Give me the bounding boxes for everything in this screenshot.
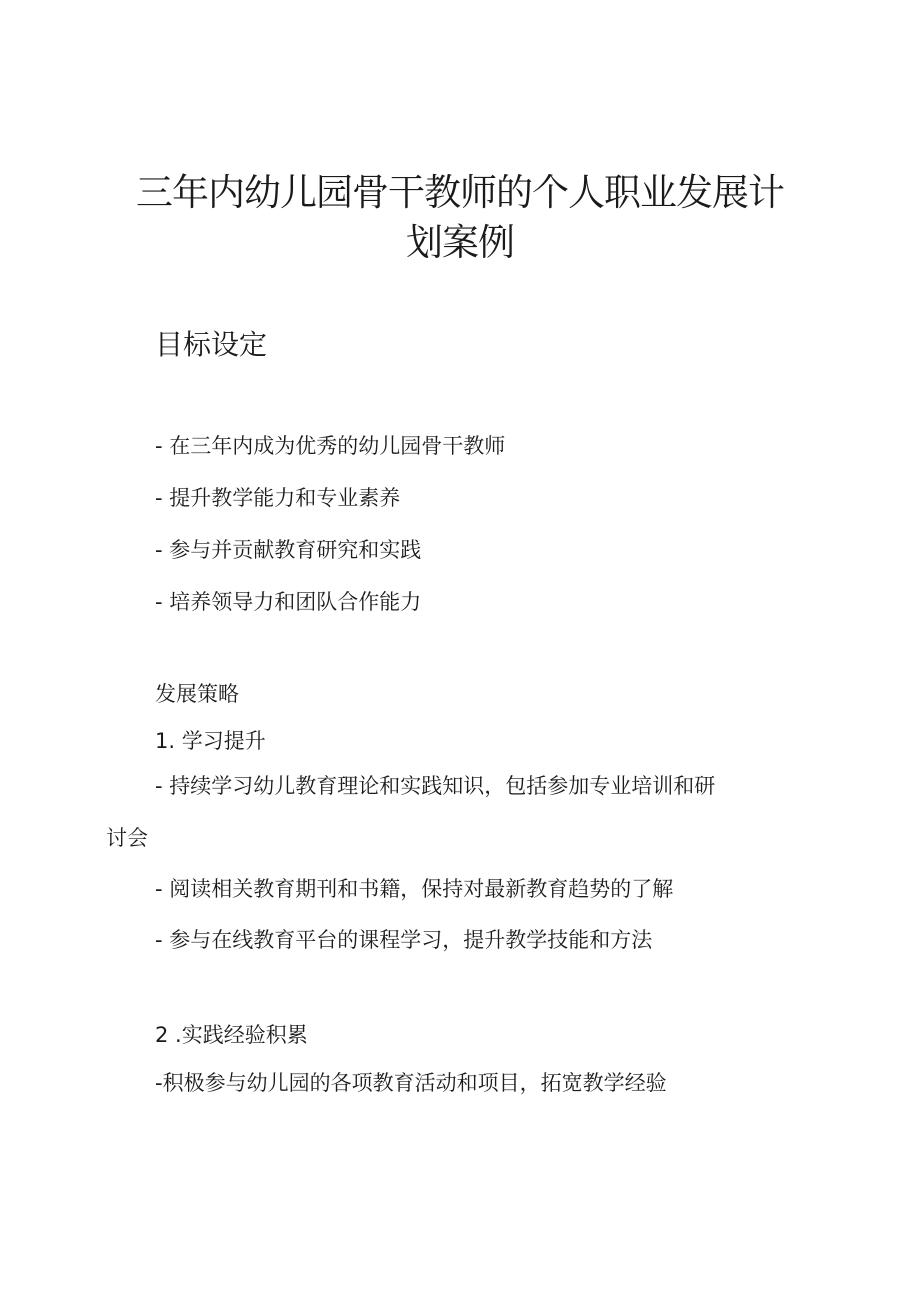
document-title-line-1: 三年内幼儿园骨干教师的个人职业发展计 [136,171,784,214]
section-heading-goals: 目标设定 [155,328,268,361]
strategy-item-3: - 参与在线教育平台的课程学习，提升教学技能和方法 [155,928,653,952]
strategy-2-item-1: -积极参与幼儿园的各项教育活动和项目，拓宽教学经验 [155,1071,667,1095]
strategy-item-1-line-1: - 持续学习幼儿教育理论和实践知识，包括参加专业培训和研 [155,774,716,798]
strategy-subheading-1: 1. 学习提升 [155,729,266,753]
goal-item-3: - 参与并贡献教育研究和实践 [155,538,422,562]
strategy-item-2: - 阅读相关教育期刊和书籍，保持对最新教育趋势的了解 [155,877,674,901]
goal-item-2: - 提升教学能力和专业素养 [155,486,401,510]
goal-item-1: - 在三年内成为优秀的幼儿园骨干教师 [155,434,506,458]
section-heading-strategy: 发展策略 [155,682,239,706]
strategy-item-1-line-2: 讨会 [106,826,148,850]
goal-item-4: - 培养领导力和团队合作能力 [155,590,422,614]
strategy-subheading-2: 2 .实践经验积累 [155,1023,308,1047]
document-title-line-2: 划案例 [406,221,514,264]
